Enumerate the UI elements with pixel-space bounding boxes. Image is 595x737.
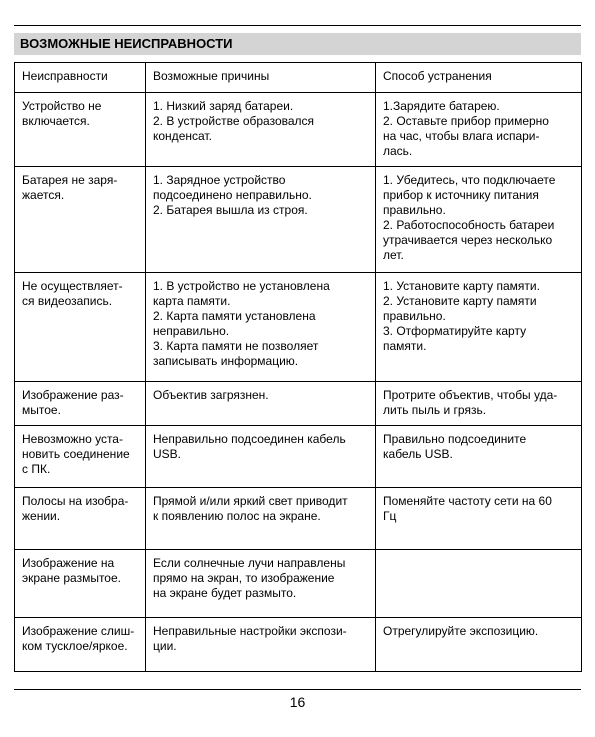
table-row [15, 550, 582, 618]
cause-cell: Прямой и/или яркий свет приводит к появлению полос на экране. [146, 488, 376, 550]
table-row [15, 426, 582, 488]
fault-cell: Изображение слиш- ком тусклое/яркое. [15, 618, 146, 672]
fault-cell: Изображение на экране размытое. [15, 550, 146, 618]
cause-cell: Объектив загрязнен. [146, 382, 376, 426]
fault-cell: Устройство не включается. [15, 93, 146, 167]
table-row [15, 93, 582, 167]
header-causes: Возможные причины [146, 63, 376, 93]
cause-cell: Если солнечные лучи направлены прямо на экран, то изображение на экране будет размыто. [146, 550, 376, 618]
table-row [15, 273, 582, 382]
remedy-cell [376, 550, 582, 618]
table-row [15, 382, 582, 426]
fault-cell: Не осуществляет- ся видеозапись. [15, 273, 146, 382]
fault-cell: Полосы на изобра- жении. [15, 488, 146, 550]
troubleshooting-table [14, 62, 582, 672]
fault-cell: Батарея не заря- жается. [15, 167, 146, 273]
remedy-cell: 1. Установите карту памяти. 2. Установите карту памяти правильно. 3. Отформатируйте карту памяти. [376, 273, 582, 382]
cause-cell: 1. В устройство не установлена карта памяти. 2. Карта памяти установлена неправильно. 3. Карта памяти не позволяет записывать информацию. [146, 273, 376, 382]
table-row [15, 618, 582, 672]
remedy-cell: Отрегулируйте экспозицию. [376, 618, 582, 672]
cause-cell: 1. Зарядное устройство подсоединено неправильно. 2. Батарея вышла из строя. [146, 167, 376, 273]
bottom-rule [14, 689, 581, 690]
remedy-cell: 1.Зарядите батарею. 2. Оставьте прибор примерно на час, чтобы влага испари- лась. [376, 93, 582, 167]
remedy-cell: Поменяйте частоту сети на 60 Гц [376, 488, 582, 550]
header-faults: Неисправности [15, 63, 146, 93]
table-header-row [15, 63, 582, 93]
table-row [15, 167, 582, 273]
cause-cell: Неправильно подсоединен кабель USB. [146, 426, 376, 488]
header-remedy: Способ устранения [376, 63, 582, 93]
page-number: 16 [289, 694, 306, 710]
fault-cell: Невозможно уста- новить соединение с ПК. [15, 426, 146, 488]
remedy-cell: Правильно подсоедините кабель USB. [376, 426, 582, 488]
cause-cell: 1. Низкий заряд батареи. 2. В устройстве образовался конденсат. [146, 93, 376, 167]
remedy-cell: Протрите объектив, чтобы уда- лить пыль и грязь. [376, 382, 582, 426]
top-rule [14, 25, 581, 26]
table-row [15, 488, 582, 550]
cause-cell: Неправильные настройки экспози- ции. [146, 618, 376, 672]
section-title: ВОЗМОЖНЫЕ НЕИСПРАВНОСТИ [14, 33, 581, 55]
remedy-cell: 1. Убедитесь, что подключаете прибор к источнику питания правильно. 2. Работоспособность батареи утрачивается через несколько лет. [376, 167, 582, 273]
fault-cell: Изображение раз- мытое. [15, 382, 146, 426]
